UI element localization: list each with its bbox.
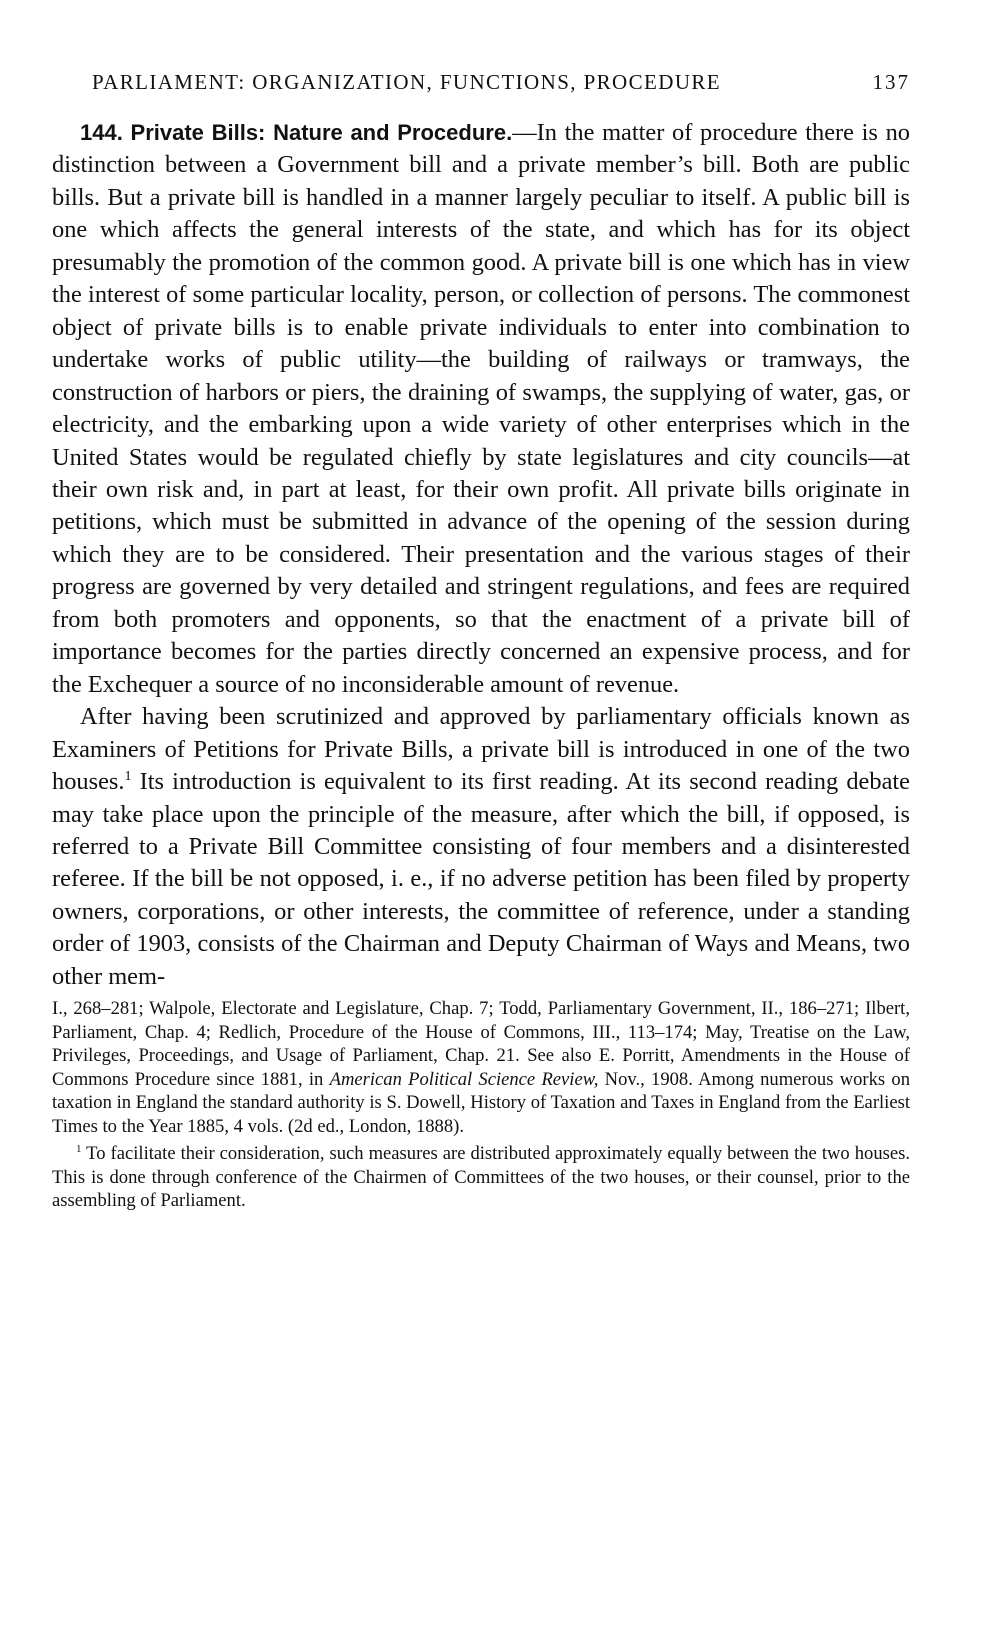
paragraph-1-text: —In the matter of procedure there is no distinction between a Government bill and a private member’s bill. Both are public bills. But a private bill is handled in a manner largely peculiar to itself. A public bill is one which affects the general interests of the state, and which has for its object presumably the promotion of the common good. A private bill is one which has in view the interest of some particular locality, person, or collection of persons. The commonest object of private bills is to enable private individuals to enter into combination to undertake works of public utility—the building of railways or tramways, the construction of harbors or piers, the draining of swamps, the supplying of water, gas, or electricity, and the embarking upon a wide variety of other enterprises which in the United States would be regulated chiefly by state legislatures and city councils—at their own risk and, in part at least, for their own profit. All private bills originate in petitions, which must be submitted in advance of the opening of the session during which they are to be considered. Their presentation and the various stages of their progress are governed by very detailed and stringent regulations, and fees are required from both promoters and opponents, so that the enactment of a private bill of importance becomes for the parties directly concerned an expensive process, and for the Exchequer a source of no inconsiderable amount of revenue. [52, 119, 910, 698]
footnote-reference-1: 1 [124, 768, 132, 784]
footnote-journal-title: American Political Science Review, [329, 1068, 599, 1090]
page-number: 137 [872, 70, 910, 94]
footnote-continued [52, 997, 910, 1138]
footnote-continued-text-a: I., 268–281; Walpole, Electorate and Legislature, Chap. 7; Todd, Parliamentary Government, II., 186–271; Ilbert, Parliament, Chap. 4; Redlich, Procedure of the House of Commons, III., 113–174; May, Treatise on the Law, Privileges, Proceedings, and Usage of Parliament, Chap. 21. See also E. Porritt, Amendments in the House of Commons Procedure since 1881, in [52, 998, 910, 1090]
running-head [92, 70, 910, 95]
paragraph-2-text-b: Its introduction is equivalent to its first reading. At its second reading debate may take place upon the principle of the measure, after which the bill, if opposed, is referred to a Private Bill Committee consisting of four members and a disinterested referee. If the bill be not opposed, i. e., if no adverse petition has been filed by property owners, corporations, or other interests, the committee of reference, under a standing order of 1903, consists of the Chairman and Deputy Chairman of Ways and Means, two other mem- [52, 768, 910, 990]
footnote-continued-text-b: Nov., 1908. Among numerous works on taxation in England the standard authority is S. Dowell, History of Taxation and Taxes in England from the Earliest Times to the Year 1885, 4 vols. (2d ed., London, 1888). [52, 1068, 910, 1137]
running-head-title: PARLIAMENT: ORGANIZATION, FUNCTIONS, PROCEDURE [92, 70, 722, 94]
paragraph-2 [52, 701, 910, 993]
paragraph-2-text-a: After having been scrutinized and approved by parliamentary officials known as Examiners of Petitions for Private Bills, a private bill is introduced in one of the two houses. [52, 703, 910, 796]
footnote-1-text: To facilitate their consideration, such measures are distributed approximately equally between the two houses. This is done through conference of the Chairmen of Committees of the two houses, or their counsel, prior to the assembling of Parliament. [52, 1143, 910, 1212]
footnote-1 [52, 1142, 910, 1213]
footnote-1-marker: 1 [76, 1143, 82, 1156]
paragraph-1 [52, 117, 910, 701]
book-page [52, 70, 910, 1213]
footnotes [52, 997, 910, 1213]
section-heading: 144. Private Bills: Nature and Procedure. [80, 120, 513, 145]
body-text [52, 117, 910, 993]
